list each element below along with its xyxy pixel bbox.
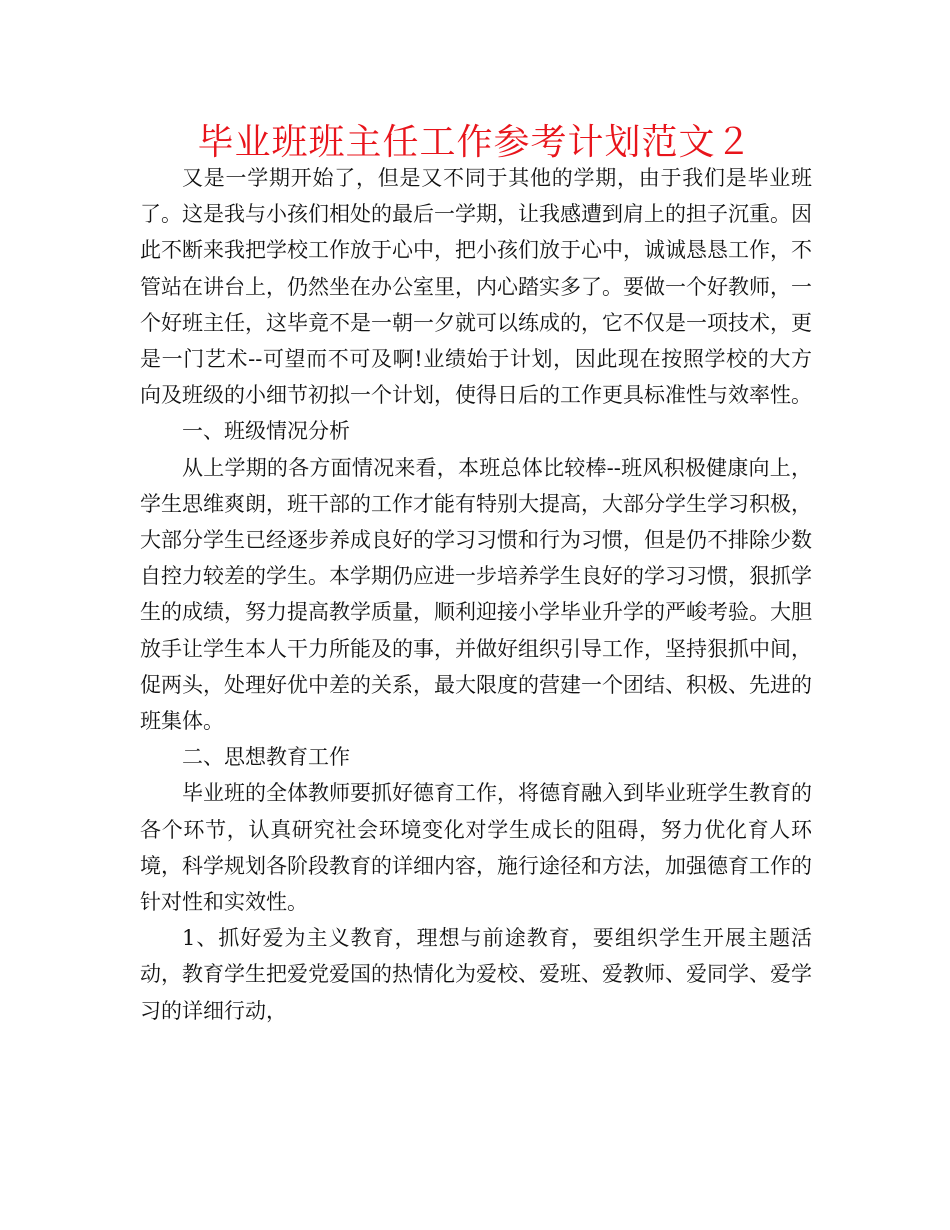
paragraph-intro: 又是一学期开始了，但是又不同于其他的学期，由于我们是毕业班了。这是我与小孩们相处的最后一学期，让我感遭到肩上的担子沉重。因此不断来我把学校工作放于心中，把小孩们放于心中，诚诚恳恳工作，不管站在讲台上，仍然坐在办公室里，内心踏实多了。要做一个好教师，一个好班主任，这毕竟不是一朝一夕就可以练成的，它不仅是一项技术，更是一门艺术--可望而不可及啊!业绩始于计划，因此现在按照学校的大方向及班级的小细节初拟一个计划，使得日后的工作更具标准性与效率性。 bbox=[140, 166, 812, 408]
document-title: 毕业班班主任工作参考计划范文２ bbox=[197, 122, 753, 163]
section-heading-ideological-education: 二、思想教育工作 bbox=[182, 745, 350, 770]
paragraph-ideological-education: 毕业班的全体教师要抓好德育工作，将德育融入到毕业班学生教育的各个环节，认真研究社会环境变化对学生成长的阻碍，努力优化育人环境，科学规划各阶段教育的详细内容，施行途径和方法，加强德育工作的针对性和实效性。 bbox=[140, 781, 812, 915]
paragraph-class-analysis: 从上学期的各方面情况来看，本班总体比较棒--班风积极健康向上，学生思维爽朗，班干部的工作才能有特别大提高，大部分学生学习积极，大部分学生已经逐步养成良好的学习习惯和行为习惯，但是仍不排除少数自控力较差的学生。本学期仍应进一步培养学生良好的学习习惯，狠抓学生的成绩，努力提高教学质量，顺利迎接小学毕业升学的严峻考验。大胆放手让学生本人干力所能及的事，并做好组织引导工作，坚持狠抓中间，促两头，处理好优中差的关系，最大限度的营建一个团结、积极、先进的班集体。 bbox=[140, 455, 812, 734]
section-heading-class-analysis: 一、班级情况分析 bbox=[182, 419, 350, 444]
document-body bbox=[140, 160, 812, 1029]
paragraph-item-1: 1、抓好爱为主义教育，理想与前途教育，要组织学生开展主题活动，教育学生把爱党爱国的热情化为爱校、爱班、爱教师、爱同学、爱学习的详细行动， bbox=[140, 926, 812, 1023]
